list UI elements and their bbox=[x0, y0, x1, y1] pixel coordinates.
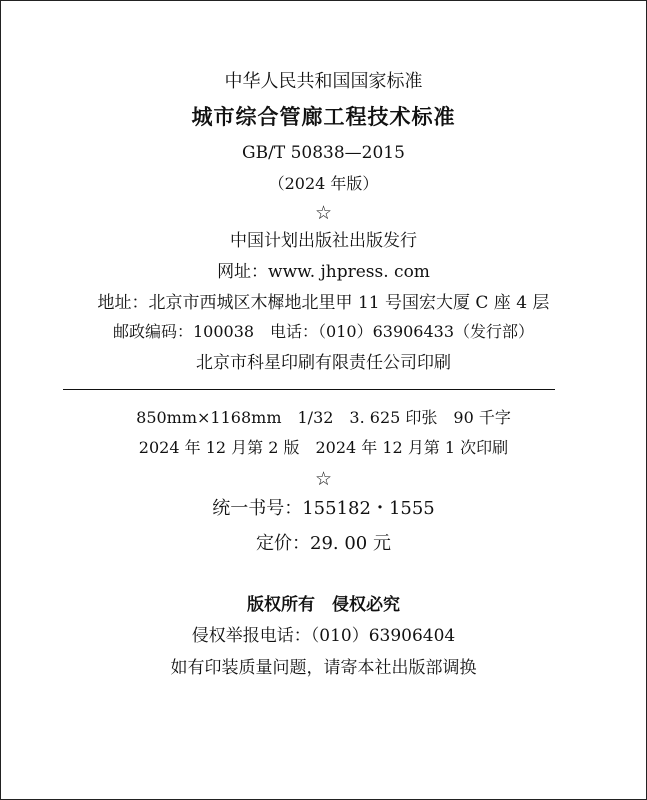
star-icon: ☆ bbox=[314, 468, 333, 490]
publisher-website: 网址：www. jhpress. com bbox=[217, 262, 430, 282]
standard-series: 中华人民共和国国家标准 bbox=[224, 71, 423, 92]
standard-code: GB/T 50838—2015 bbox=[242, 143, 405, 163]
star-icon: ☆ bbox=[314, 202, 333, 224]
price: 定价：29. 00 元 bbox=[256, 533, 391, 554]
return-note: 如有印装质量问题，请寄本社出版部调换 bbox=[170, 658, 477, 678]
publisher-issuer: 中国计划出版社出版发行 bbox=[230, 231, 417, 251]
edition-label: （2024 年版） bbox=[268, 174, 379, 193]
document-title: 城市综合管廊工程技术标准 bbox=[191, 104, 456, 129]
printer-name: 北京市科星印刷有限责任公司印刷 bbox=[196, 353, 451, 373]
rights-notice: 版权所有 侵权必究 bbox=[247, 595, 400, 615]
publisher-address: 地址：北京市西城区木樨地北里甲 11 号国宏大厦 C 座 4 层 bbox=[97, 293, 550, 313]
divider bbox=[63, 389, 555, 390]
publisher-postal-phone: 邮政编码：100038 电话：（010）63906433（发行部） bbox=[112, 322, 535, 341]
report-phone: 侵权举报电话：（010）63906404 bbox=[191, 626, 456, 646]
printing-info: 2024 年 12 月第 2 版 2024 年 12 月第 1 次印刷 bbox=[138, 438, 509, 457]
format-specs: 850mm×1168mm 1/32 3. 625 印张 90 千字 bbox=[136, 408, 511, 427]
book-number: 统一书号：155182・1555 bbox=[212, 498, 435, 519]
